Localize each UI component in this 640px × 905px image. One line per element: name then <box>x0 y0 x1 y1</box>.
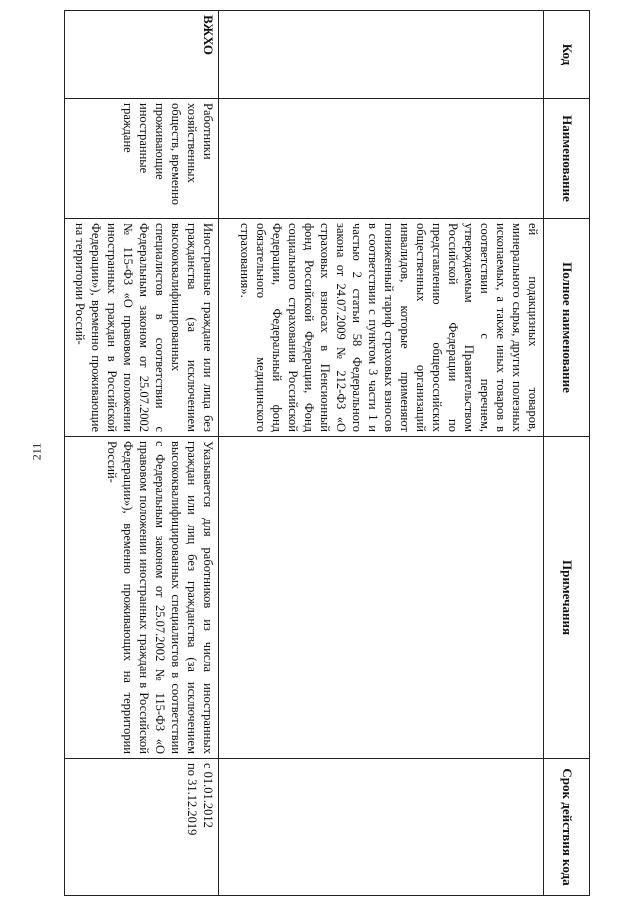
table-header-row <box>544 11 590 896</box>
rotated-table-container <box>65 10 590 895</box>
validity-to: по 31.12.2019 <box>185 763 199 836</box>
cell-full-name: ей подакцизных товаров, минерального сырья, других полезных ископаемых, а также иных товаров в соответствии с перечнем, утверждаемым Правительством Российской Федерации по представлению общероссийских общественных организаций инвалидов, которые применяют пониженный тариф страховых взносов в соответствии с пунктом 3 части 1 и частью 2 статьи 58 Федерального закона от 24.07.2009 № 212-ФЗ «О страховых взносах в Пенсионный фонд Российской Федерации, Фонд социального страхования Российской Федерации, Федеральный фонд обязательного медицинского страхования». <box>219 219 544 437</box>
codes-table <box>64 10 590 896</box>
cell-name <box>219 99 544 219</box>
validity-from: с 01.01.2012 <box>201 763 215 828</box>
header-validity: Срок действия кода <box>544 759 590 896</box>
header-full-name: Полное наименование <box>544 219 590 437</box>
cell-code: ВЖХО <box>65 11 219 99</box>
cell-validity <box>219 759 544 896</box>
cell-validity <box>65 759 219 896</box>
header-name: Наименование <box>544 99 590 219</box>
header-notes: Примечания <box>544 437 590 759</box>
table-row <box>219 11 544 896</box>
page-number: 211 <box>29 442 44 461</box>
cell-notes <box>219 437 544 759</box>
cell-name: Работники хозяйственных обществ, временно проживающие иностранные граждане <box>65 99 219 219</box>
cell-notes: Указывается для работников из числа иностранных граждан или лиц без гражданства (за исключением высококвалифицированных специалистов в соответствии с Федеральным законом от 25.07.2002 № 115-ФЗ «О правовом положении иностранных граждан в Российской Федерации»), временно проживающих на территории Россий- <box>65 437 219 759</box>
header-code: Код <box>544 11 590 99</box>
cell-code <box>219 11 544 99</box>
cell-full-name: Иностранные граждане или лица без гражданства (за исключением высококвалифицированных специалистов в соответствии с Федеральным законом от 25.07.2002 № 115-ФЗ «О правовом положении иностранных граждан в Российской Федерации»), временно проживающие на территории Россий- <box>65 219 219 437</box>
table-row <box>65 11 219 896</box>
